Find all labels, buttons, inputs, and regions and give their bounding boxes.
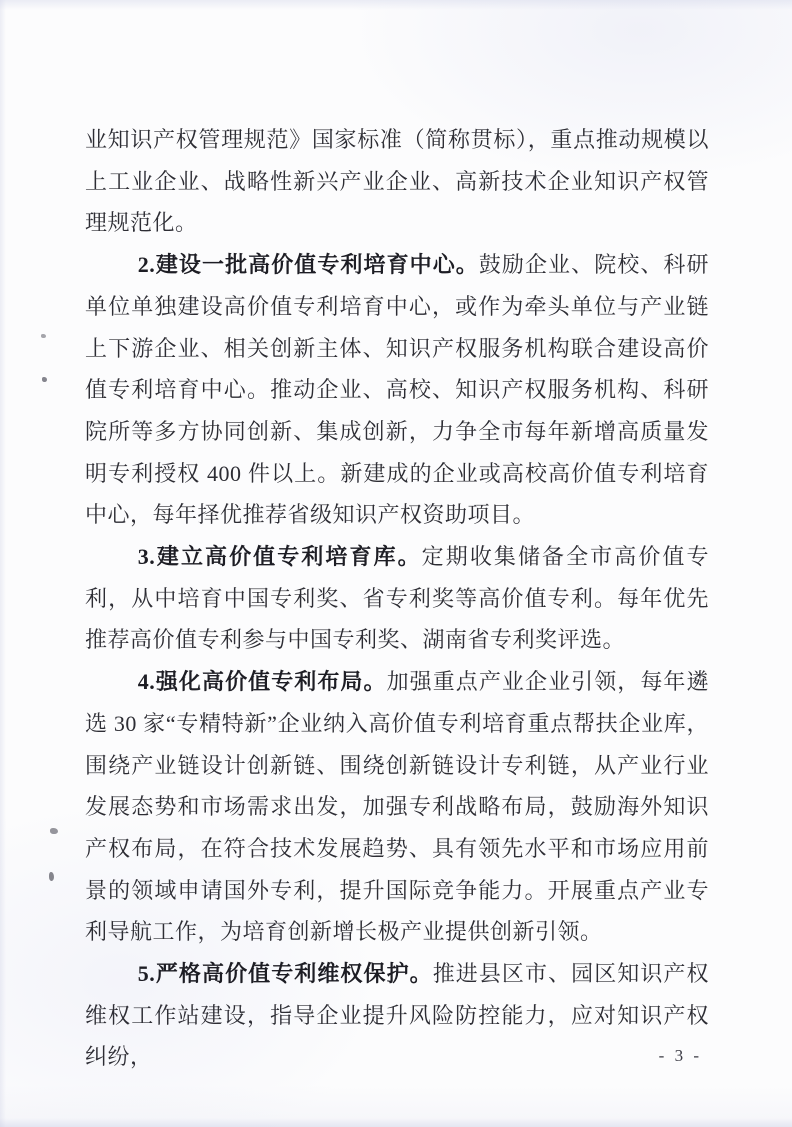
paragraph-5-heading: 5.严格高价值专利维权保护。 xyxy=(137,961,433,987)
scan-speck xyxy=(41,334,46,338)
paragraph-4 xyxy=(85,661,709,953)
scan-speck xyxy=(42,377,47,382)
scan-speck xyxy=(49,872,54,881)
paragraph-2 xyxy=(85,244,709,536)
page-number: - 3 - xyxy=(658,1046,702,1065)
paragraph-3-heading: 3.建立高价值专利培育库。 xyxy=(137,544,422,570)
paragraph-4-text: 加强重点产业企业引领，每年遴选 30 家“专精特新”企业纳入高价值专利培育重点帮扶企业库，围绕产业链设计创新链、围绕创新链设计专利链，从产业行业发展态势和市场需求出发，加强专利战略布局，鼓励海外知识产权布局，在符合技术发展趋势、具有领先水平和市场应用前景的领域申请国外专利，提升国际竞争能力。开展重点产业专利导航工作，为培育创新增长极产业提供创新引领。 xyxy=(85,669,709,945)
paragraph-4-heading: 4.强化高价值专利布局。 xyxy=(137,669,387,695)
paragraph-2-heading: 2.建设一批高价值专利培育中心。 xyxy=(137,252,479,278)
paragraph-continuation xyxy=(85,119,709,244)
paragraph-continuation-text: 业知识产权管理规范》国家标准（简称贯标），重点推动规模以上工业企业、战略性新兴产业企业、高新技术企业知识产权管理规范化。 xyxy=(85,127,709,236)
paragraph-2-text: 鼓励企业、院校、科研单位单独建设高价值专利培育中心，或作为牵头单位与产业链上下游企业、相关创新主体、知识产权服务机构联合建设高价值专利培育中心。推动企业、高校、知识产权服务机构、科研院所等多方协同创新、集成创新，力争全市每年新增高质量发明专利授权 400 件以上。新建成的企业或高校高价值专利培育中心，每年择优推荐省级知识产权资助项目。 xyxy=(85,252,709,528)
paragraph-3-text: 定期收集储备全市高价值专利，从中培育中国专利奖、省专利奖等高价值专利。每年优先推荐高价值专利参与中国专利奖、湖南省专利奖评选。 xyxy=(85,544,709,653)
document-body xyxy=(85,119,709,1078)
paragraph-3 xyxy=(85,536,709,661)
scan-speck xyxy=(50,828,58,834)
paragraph-5 xyxy=(85,953,709,1078)
paragraph-5-text: 推进县区市、园区知识产权维权工作站建设，指导企业提升风险防控能力，应对知识产权纠纷， xyxy=(85,961,709,1070)
